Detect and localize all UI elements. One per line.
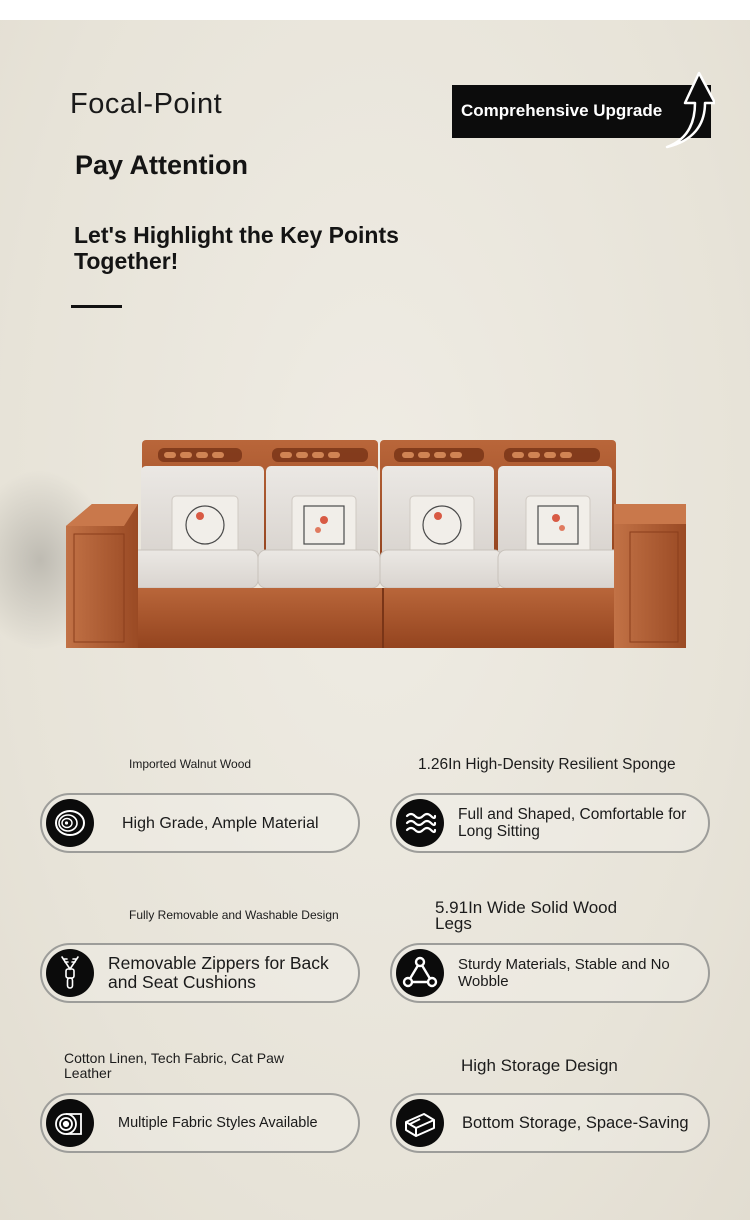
- feature-pill-removable: [40, 943, 360, 1003]
- feature-label-fabric: Cotton Linen, Tech Fabric, Cat Paw Leather: [64, 1050, 284, 1081]
- product-feature-page: [0, 20, 750, 1220]
- feature-label-walnut: Imported Walnut Wood: [129, 757, 252, 771]
- upgrade-badge: [452, 85, 711, 138]
- feature-text-legs: Sturdy Materials, Stable and No Wobble: [458, 956, 670, 990]
- sofa-image: [0, 400, 750, 660]
- feature-text-storage: Bottom Storage, Space-Saving: [462, 1113, 689, 1132]
- feature-label-storage: High Storage Design: [461, 1056, 618, 1075]
- feature-text-walnut: High Grade, Ample Material: [122, 814, 319, 832]
- feature-pill-sponge: [390, 793, 710, 853]
- page-subtitle: Let's Highlight the Key Points Together!: [74, 222, 399, 274]
- feature-label-removable: Fully Removable and Washable Design: [129, 908, 339, 922]
- page-title: Pay Attention: [75, 150, 249, 180]
- sponge-wave-icon: [396, 799, 444, 847]
- wood-log-icon: [46, 799, 94, 847]
- feature-pill-legs: [390, 943, 710, 1003]
- fabric-roll-icon: [46, 1099, 94, 1147]
- storage-box-icon: [396, 1099, 444, 1147]
- upgrade-badge-label: Comprehensive Upgrade: [461, 101, 663, 120]
- feature-pill-storage: [390, 1093, 710, 1153]
- feature-text-fabric: Multiple Fabric Styles Available: [118, 1114, 318, 1131]
- feature-label-legs: 5.91In Wide Solid Wood Legs: [435, 898, 618, 933]
- feature-text-sponge: Full and Shaped, Comfortable for Long Sitting: [458, 806, 687, 840]
- feature-text-removable: Removable Zippers for Back and Seat Cushions: [108, 953, 329, 992]
- feature-pill-walnut: [40, 793, 360, 853]
- feature-label-sponge: 1.26In High-Density Resilient Sponge: [418, 756, 676, 773]
- title-divider: [71, 305, 122, 308]
- brand-heading: Focal-Point: [70, 88, 223, 120]
- feature-pill-fabric: [40, 1093, 360, 1153]
- upgrade-arrow-icon: [659, 69, 715, 149]
- triangle-stability-icon: [396, 949, 444, 997]
- zipper-icon: [46, 949, 94, 997]
